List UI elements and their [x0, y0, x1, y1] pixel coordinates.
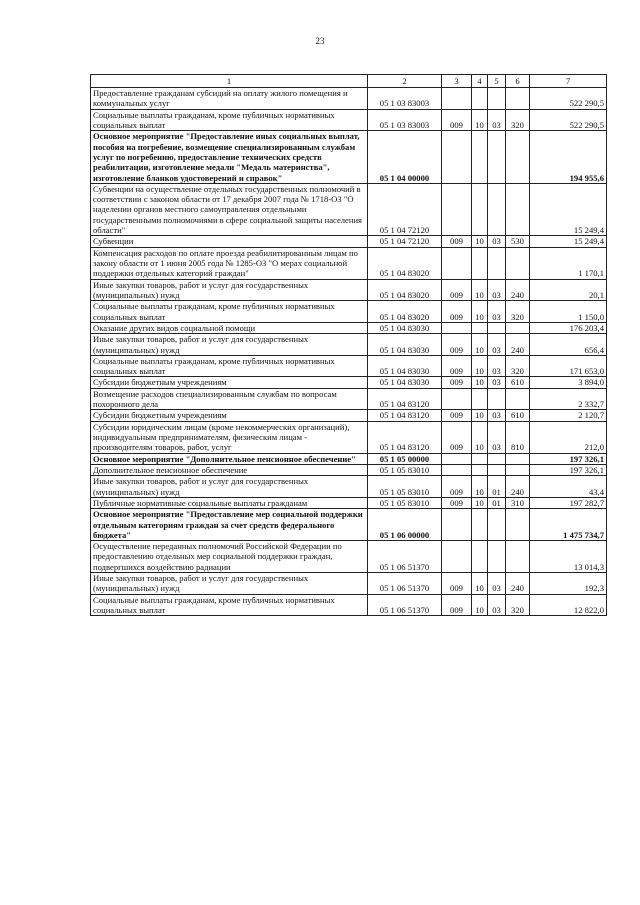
table-row [91, 573, 607, 595]
row-amount: 13 014,3 [530, 541, 607, 573]
row-expense-type [506, 541, 530, 573]
row-grbs [442, 464, 472, 475]
row-amount: 197 326,1 [530, 464, 607, 475]
table-row [91, 594, 607, 616]
row-target-article: 05 1 04 83030 [368, 334, 442, 356]
row-grbs: 009 [442, 594, 472, 616]
row-amount: 194 955,6 [530, 131, 607, 184]
row-name: Основное мероприятие "Предоставление мер социальной поддержки отдельным категориям граждан за счет средств федерального бюджета" [91, 509, 368, 541]
row-expense-type [506, 131, 530, 184]
row-expense-type [506, 464, 530, 475]
row-grbs [442, 541, 472, 573]
row-target-article: 05 1 05 83010 [368, 476, 442, 498]
table-row [91, 421, 607, 453]
row-target-article: 05 1 04 83020 [368, 301, 442, 323]
row-amount: 171 653,0 [530, 355, 607, 377]
row-name: Иные закупки товаров, работ и услуг для государственных (муниципальных) нужд [91, 476, 368, 498]
row-name: Субвенции [91, 236, 368, 247]
row-grbs: 009 [442, 573, 472, 595]
row-expense-type: 320 [506, 355, 530, 377]
row-name: Субвенции на осуществление отдельных государственных полномочий в соответствии с законом области от 17 декабря 2007 года № 1718-ОЗ "О наделении органов местного самоуправления отдельными государственными полномочиями в сфере социальной защиты населения области" [91, 183, 368, 236]
row-name: Основное мероприятие "Предоставление иных социальных выплат, пособия на погребение, возмещение специализированным службам услуг по погребению, предоставление технических средств реабилитации, изготовление медали "Медаль материнства", изготовление бланков удостоверений и справок" [91, 131, 368, 184]
row-name: Иные закупки товаров, работ и услуг для государственных (муниципальных) нужд [91, 334, 368, 356]
row-section: 10 [472, 476, 488, 498]
row-target-article: 05 1 04 83120 [368, 388, 442, 410]
row-amount: 197 282,7 [530, 497, 607, 508]
row-name: Осуществление переданных полномочий Российской Федерации по предоставлению отдельных мер социальной поддержки граждан, подвергшихся воздействию радиации [91, 541, 368, 573]
row-section [472, 453, 488, 464]
row-name: Социальные выплаты гражданам, кроме публичных нормативных социальных выплат [91, 355, 368, 377]
row-expense-type [506, 322, 530, 333]
row-section [472, 247, 488, 279]
row-grbs: 009 [442, 377, 472, 388]
row-section: 10 [472, 497, 488, 508]
column-header-name: 1 [91, 75, 368, 88]
row-subsection [488, 388, 506, 410]
row-section [472, 322, 488, 333]
row-subsection: 01 [488, 497, 506, 508]
row-target-article: 05 1 04 83120 [368, 410, 442, 421]
row-target-article: 05 1 04 72120 [368, 183, 442, 236]
row-expense-type: 320 [506, 594, 530, 616]
page-number: 23 [315, 36, 325, 46]
table-row [91, 388, 607, 410]
table-row [91, 541, 607, 573]
row-subsection: 03 [488, 109, 506, 131]
row-amount: 43,4 [530, 476, 607, 498]
row-target-article: 05 1 05 83010 [368, 497, 442, 508]
row-amount: 197 326,1 [530, 453, 607, 464]
row-section [472, 541, 488, 573]
row-expense-type: 240 [506, 476, 530, 498]
row-section: 10 [472, 301, 488, 323]
row-grbs: 009 [442, 497, 472, 508]
row-section [472, 464, 488, 475]
table-row [91, 334, 607, 356]
row-subsection [488, 183, 506, 236]
row-amount: 212,0 [530, 421, 607, 453]
table-row [91, 183, 607, 236]
row-grbs: 009 [442, 334, 472, 356]
row-grbs: 009 [442, 236, 472, 247]
row-expense-type: 610 [506, 410, 530, 421]
row-target-article: 05 1 06 51370 [368, 573, 442, 595]
row-grbs [442, 453, 472, 464]
row-name: Субсидии бюджетным учреждениям [91, 410, 368, 421]
row-subsection: 03 [488, 301, 506, 323]
row-amount: 15 249,4 [530, 236, 607, 247]
table-row [91, 410, 607, 421]
row-expense-type: 310 [506, 497, 530, 508]
row-grbs [442, 322, 472, 333]
row-expense-type: 320 [506, 109, 530, 131]
row-amount: 656,4 [530, 334, 607, 356]
table-row [91, 301, 607, 323]
row-name: Социальные выплаты гражданам, кроме публичных нормативных социальных выплат [91, 109, 368, 131]
row-grbs [442, 131, 472, 184]
row-subsection [488, 464, 506, 475]
row-target-article: 05 1 04 72120 [368, 236, 442, 247]
row-target-article: 05 1 05 83010 [368, 464, 442, 475]
table-row [91, 476, 607, 498]
row-subsection: 03 [488, 355, 506, 377]
row-section: 10 [472, 377, 488, 388]
row-expense-type [506, 509, 530, 541]
row-name: Основное мероприятие "Дополнительное пенсионное обеспечение" [91, 453, 368, 464]
row-amount: 20,1 [530, 279, 607, 301]
row-amount: 15 249,4 [530, 183, 607, 236]
row-target-article: 05 1 04 83030 [368, 355, 442, 377]
table-row [91, 131, 607, 184]
row-section: 10 [472, 421, 488, 453]
row-section: 10 [472, 355, 488, 377]
row-subsection: 03 [488, 334, 506, 356]
row-grbs [442, 388, 472, 410]
row-subsection [488, 322, 506, 333]
row-subsection: 03 [488, 279, 506, 301]
row-expense-type: 810 [506, 421, 530, 453]
row-name: Социальные выплаты гражданам, кроме публичных нормативных социальных выплат [91, 594, 368, 616]
row-target-article: 05 1 06 51370 [368, 541, 442, 573]
row-amount: 1 475 734,7 [530, 509, 607, 541]
row-grbs: 009 [442, 279, 472, 301]
row-name: Социальные выплаты гражданам, кроме публичных нормативных социальных выплат [91, 301, 368, 323]
row-name: Предоставление гражданам субсидий на оплату жилого помещения и коммунальных услуг [91, 88, 368, 110]
table-row [91, 279, 607, 301]
row-amount: 1 150,0 [530, 301, 607, 323]
row-grbs: 009 [442, 421, 472, 453]
row-name: Субсидии юридическим лицам (кроме некоммерческих организаций), индивидуальным предпринимателям, физическим лицам - производителям товаров, работ, услуг [91, 421, 368, 453]
row-expense-type [506, 247, 530, 279]
row-section [472, 88, 488, 110]
row-target-article: 05 1 04 83120 [368, 421, 442, 453]
table-row [91, 322, 607, 333]
column-header-amount: 7 [530, 75, 607, 88]
table-row [91, 355, 607, 377]
row-amount: 522 290,5 [530, 109, 607, 131]
column-header-expense-type: 6 [506, 75, 530, 88]
row-name: Субсидии бюджетным учреждениям [91, 377, 368, 388]
table-row [91, 88, 607, 110]
row-section [472, 183, 488, 236]
row-expense-type: 530 [506, 236, 530, 247]
row-expense-type [506, 453, 530, 464]
row-grbs: 009 [442, 355, 472, 377]
table-row [91, 464, 607, 475]
row-target-article: 05 1 04 00000 [368, 131, 442, 184]
row-expense-type: 240 [506, 334, 530, 356]
row-expense-type: 610 [506, 377, 530, 388]
row-target-article: 05 1 04 83030 [368, 322, 442, 333]
row-subsection [488, 509, 506, 541]
row-section: 10 [472, 594, 488, 616]
row-target-article: 05 1 04 83020 [368, 247, 442, 279]
row-amount: 2 120,7 [530, 410, 607, 421]
column-header-target-article: 2 [368, 75, 442, 88]
row-subsection: 03 [488, 594, 506, 616]
row-grbs: 009 [442, 410, 472, 421]
row-grbs [442, 509, 472, 541]
row-amount: 176 203,4 [530, 322, 607, 333]
row-expense-type [506, 183, 530, 236]
table-row [91, 509, 607, 541]
row-target-article: 05 1 06 00000 [368, 509, 442, 541]
row-subsection [488, 88, 506, 110]
row-section: 10 [472, 109, 488, 131]
row-name: Компенсация расходов по оплате проезда реабилитированным лицам по закону области от 1 июня 2005 года № 1285-ОЗ "О мерах социальной поддержки отдельных категорий граждан" [91, 247, 368, 279]
row-target-article: 05 1 06 51370 [368, 594, 442, 616]
row-expense-type: 240 [506, 279, 530, 301]
row-subsection [488, 247, 506, 279]
row-subsection: 03 [488, 410, 506, 421]
row-section: 10 [472, 410, 488, 421]
row-subsection [488, 131, 506, 184]
table-row [91, 497, 607, 508]
row-grbs [442, 183, 472, 236]
row-amount: 1 170,1 [530, 247, 607, 279]
table-header-row [91, 75, 607, 88]
row-grbs [442, 88, 472, 110]
row-target-article: 05 1 03 83003 [368, 109, 442, 131]
table-row [91, 236, 607, 247]
budget-table [90, 74, 607, 616]
row-expense-type [506, 88, 530, 110]
row-expense-type [506, 388, 530, 410]
column-header-section: 4 [472, 75, 488, 88]
row-target-article: 05 1 04 83030 [368, 377, 442, 388]
row-amount: 3 894,0 [530, 377, 607, 388]
row-target-article: 05 1 04 83020 [368, 279, 442, 301]
row-grbs: 009 [442, 109, 472, 131]
row-name: Иные закупки товаров, работ и услуг для государственных (муниципальных) нужд [91, 573, 368, 595]
row-section: 10 [472, 236, 488, 247]
row-target-article: 05 1 03 83003 [368, 88, 442, 110]
row-section [472, 388, 488, 410]
row-subsection: 01 [488, 476, 506, 498]
table-row [91, 377, 607, 388]
row-subsection [488, 453, 506, 464]
row-subsection: 03 [488, 421, 506, 453]
row-name: Возмещение расходов специализированным службам по вопросам похоронного дела [91, 388, 368, 410]
row-section [472, 509, 488, 541]
row-name: Оказание других видов социальной помощи [91, 322, 368, 333]
row-section [472, 131, 488, 184]
table-row [91, 453, 607, 464]
row-name: Дополнительное пенсионное обеспечение [91, 464, 368, 475]
column-header-grbs: 3 [442, 75, 472, 88]
row-grbs: 009 [442, 476, 472, 498]
row-amount: 2 332,7 [530, 388, 607, 410]
row-subsection: 03 [488, 236, 506, 247]
row-section: 10 [472, 334, 488, 356]
row-amount: 192,3 [530, 573, 607, 595]
row-expense-type: 240 [506, 573, 530, 595]
row-name: Публичные нормативные социальные выплаты гражданам [91, 497, 368, 508]
column-header-subsection: 5 [488, 75, 506, 88]
row-amount: 522 290,5 [530, 88, 607, 110]
table-row [91, 109, 607, 131]
row-expense-type: 320 [506, 301, 530, 323]
row-subsection [488, 541, 506, 573]
row-amount: 12 822,0 [530, 594, 607, 616]
row-grbs: 009 [442, 301, 472, 323]
row-section: 10 [472, 573, 488, 595]
row-subsection: 03 [488, 573, 506, 595]
row-subsection: 03 [488, 377, 506, 388]
table-row [91, 247, 607, 279]
row-target-article: 05 1 05 00000 [368, 453, 442, 464]
row-name: Иные закупки товаров, работ и услуг для государственных (муниципальных) нужд [91, 279, 368, 301]
row-grbs [442, 247, 472, 279]
row-section: 10 [472, 279, 488, 301]
